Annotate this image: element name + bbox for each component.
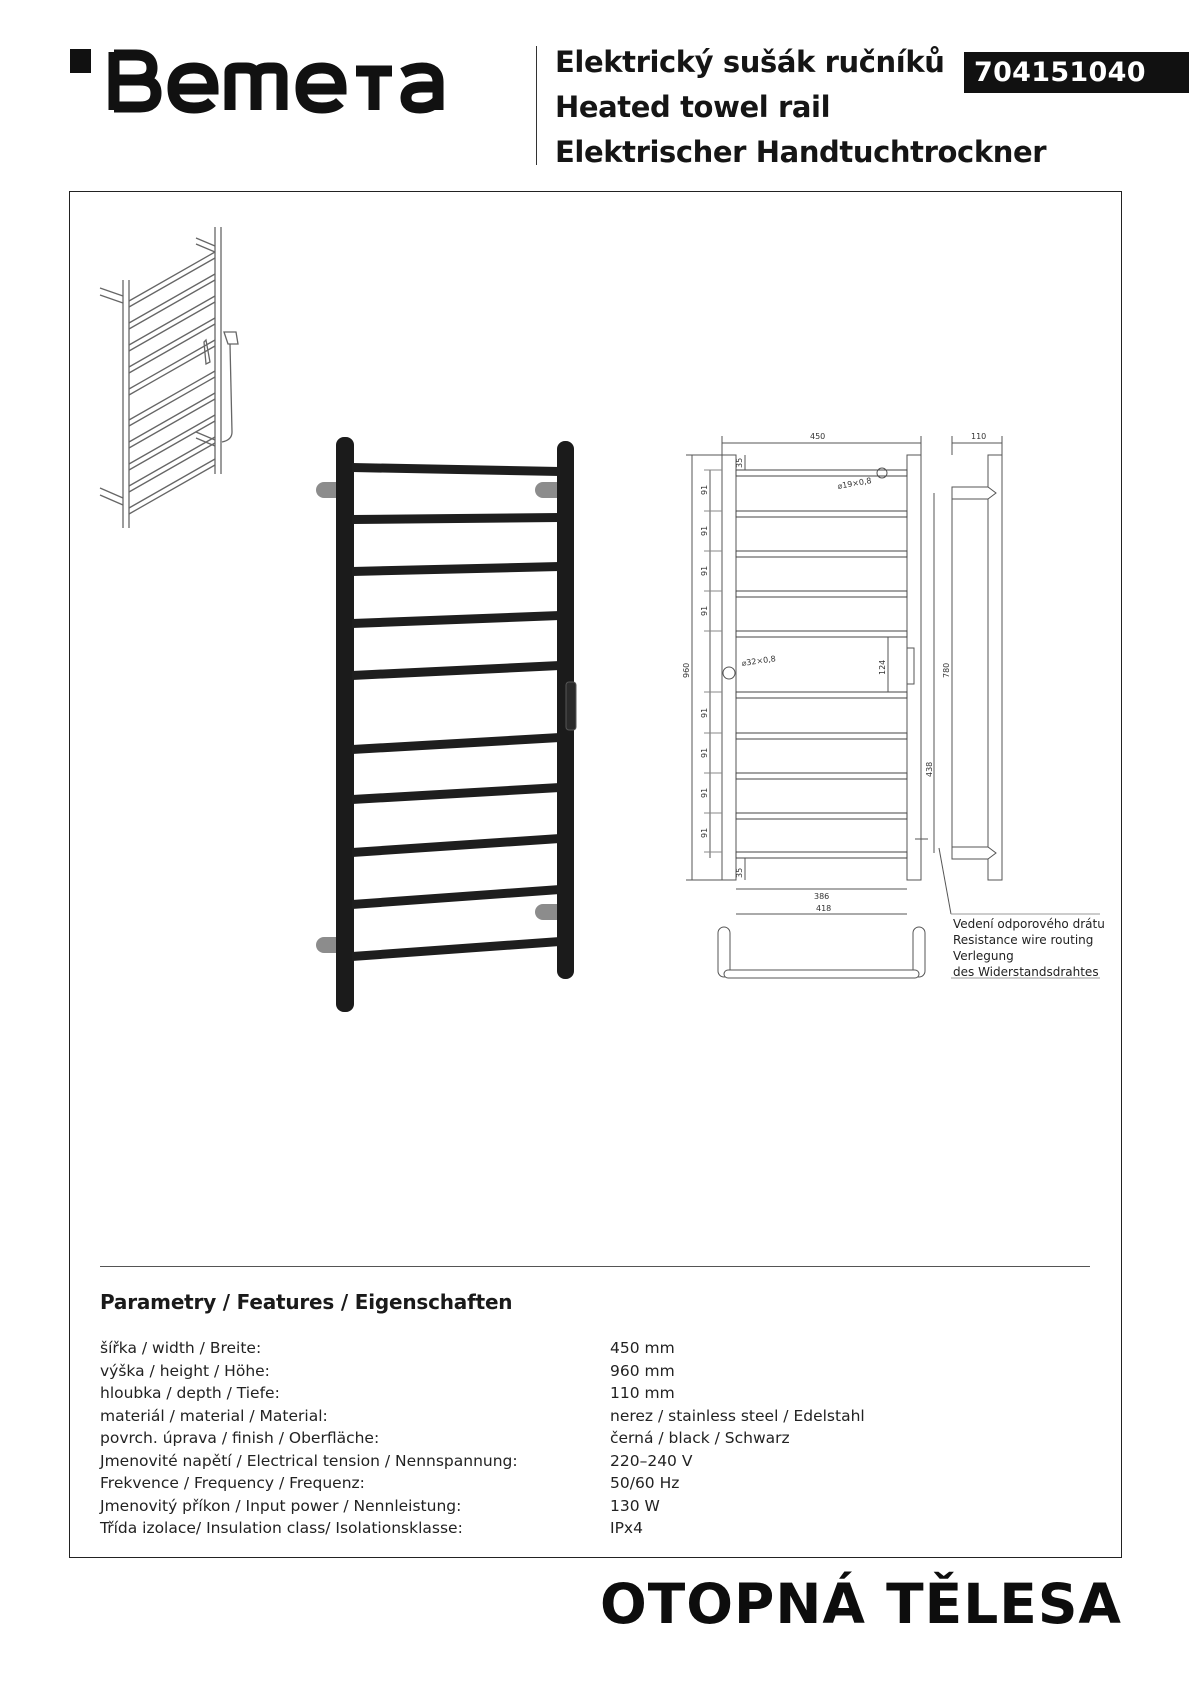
parameters-heading: Parametry / Features / Eigenschaften: [100, 1290, 513, 1314]
product-sheet-frame: [69, 191, 1122, 1558]
param-label: hloubka / depth / Tiefe:: [100, 1384, 280, 1402]
dim-total-height: 960: [682, 662, 691, 678]
param-row-insulation: [100, 1519, 1100, 1542]
dim-spacing-2: 91: [700, 525, 709, 536]
param-value: 220–240 V: [610, 1451, 693, 1470]
dim-depth: 110: [971, 432, 987, 441]
brand-logo-mark: [70, 40, 470, 120]
param-label: šířka / width / Breite:: [100, 1339, 262, 1357]
param-value: 450 mm: [610, 1339, 675, 1357]
param-row-material: [100, 1407, 1100, 1430]
wire-note-cs: Vedení odporového drátu: [953, 917, 1105, 931]
param-value: nerez / stainless steel / Edelstahl: [610, 1406, 865, 1425]
dim-width-top: 450: [810, 432, 826, 441]
dim-bottom-width: 418: [816, 904, 832, 913]
header-divider: [536, 46, 537, 165]
param-value: černá / black / Schwarz: [610, 1429, 790, 1447]
param-row-power: [100, 1497, 1100, 1520]
dim-spacing-4: 91: [700, 605, 709, 616]
dim-spacing-1: 91: [700, 484, 709, 495]
dim-side-height: 780: [942, 662, 951, 678]
perspective-sketch: [100, 227, 238, 528]
param-row-height: [100, 1362, 1100, 1385]
param-row-voltage: [100, 1452, 1100, 1475]
param-value: 960 mm: [610, 1361, 675, 1380]
param-value: 50/60 Hz: [610, 1474, 680, 1492]
dim-spacing-8: 91: [700, 827, 709, 838]
dim-tube-small: ⌀19×0,8: [836, 476, 873, 491]
title-german: Elektrischer Handtuchtrockner: [555, 135, 1047, 169]
title-english: Heated towel rail: [555, 90, 831, 124]
param-label: Třída izolace/ Insulation class/ Isolationsklasse:: [100, 1519, 463, 1537]
param-label: materiál / material / Material:: [100, 1406, 328, 1425]
brand-logo: [70, 40, 470, 120]
param-row-finish: [100, 1429, 1100, 1452]
dim-inner-width: 386: [814, 892, 830, 901]
wire-note-de2: des Widerstandsdrahtes: [953, 965, 1099, 979]
param-label: Frekvence / Frequency / Frequenz:: [100, 1474, 365, 1492]
dim-spacing-7: 91: [700, 787, 709, 798]
title-czech: Elektrický sušák ručníků: [555, 45, 945, 79]
param-value: 130 W: [610, 1496, 660, 1515]
dim-spacing-5: 91: [700, 707, 709, 718]
wire-note-en: Resistance wire routing: [953, 933, 1094, 947]
dim-mount-height: 438: [925, 761, 934, 777]
product-photo-rail: [316, 437, 576, 1012]
param-label: výška / height / Höhe:: [100, 1361, 270, 1380]
side-pole-left: [336, 437, 354, 1012]
param-row-depth: [100, 1384, 1100, 1407]
param-row-width: [100, 1339, 1100, 1362]
dim-spacing-6: 91: [700, 747, 709, 758]
param-value: 110 mm: [610, 1384, 675, 1402]
product-drawings: [70, 192, 1120, 1252]
wire-routing-note: [953, 917, 1105, 979]
param-value: IPx4: [610, 1519, 643, 1537]
dim-bottom-gap: 35: [735, 867, 744, 878]
parameters-table: [100, 1339, 1100, 1542]
param-row-frequency: [100, 1474, 1100, 1497]
technical-front-view: [686, 436, 1100, 978]
param-label: Jmenovité napětí / Electrical tension / Nennspannung:: [100, 1451, 518, 1470]
param-label: povrch. úprava / finish / Oberfläche:: [100, 1429, 380, 1447]
dim-top-gap: 35: [735, 457, 744, 468]
category-title: OTOPNÁ TĚLESA: [600, 1572, 1122, 1636]
product-code-badge: 704151040: [964, 52, 1189, 93]
dim-mid-gap: 124: [878, 659, 887, 675]
dim-tube-large: ⌀32×0,8: [741, 654, 777, 668]
param-label: Jmenovitý příkon / Input power / Nennleistung:: [100, 1496, 462, 1515]
wire-note-de1: Verlegung: [953, 949, 1014, 963]
dim-spacing-3: 91: [700, 565, 709, 576]
parameters-divider: [100, 1266, 1090, 1267]
